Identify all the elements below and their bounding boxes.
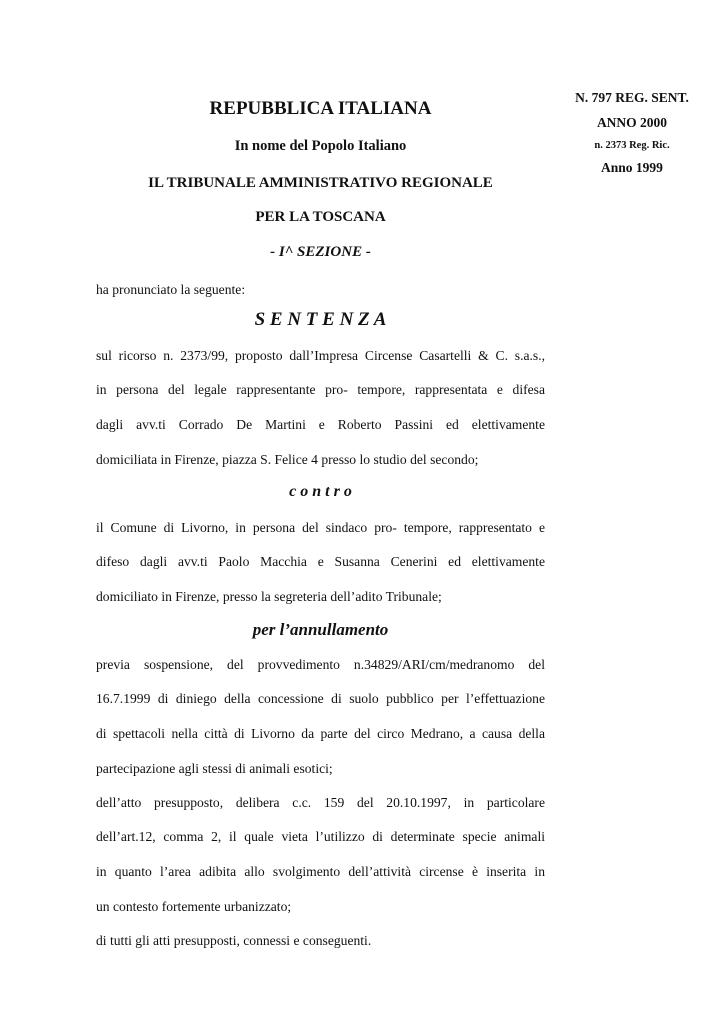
intro-text: ha pronunciato la seguente: [96, 282, 246, 297]
ricorso-line: sul ricorso n. 2373/99, proposto dall’Impresa Circense Casartelli & C. s.a.s., [96, 348, 545, 363]
annullamento-line: di tutti gli atti presupposti, connessi e conseguenti. [96, 933, 372, 948]
contro-line: difeso dagli avv.ti Paolo Macchia e Susanna Cenerini ed elettivamente [96, 554, 545, 569]
heading-contro: c o n t r o [289, 483, 352, 500]
ricorso-line: in persona del legale rappresentante pro- tempore, rappresentata e difesa [96, 382, 545, 397]
ricorso-line: dagli avv.ti Corrado De Martini e Roberto Passini ed elettivamente [96, 417, 545, 432]
ricorso-line: domiciliata in Firenze, piazza S. Felice 4 presso lo studio del secondo; [96, 452, 479, 467]
annullamento-line: dell’art.12, comma 2, il quale vieta l’utilizzo di determinate specie animali [96, 829, 545, 844]
reg-ric-number: n. 2373 Reg. Ric. [594, 140, 670, 151]
contro-line: il Comune di Livorno, in persona del sindaco pro- tempore, rappresentato e [96, 520, 545, 535]
court-section: - I^ SEZIONE - [270, 244, 371, 260]
annullamento-line: 16.7.1999 di diniego della concessione di suolo pubblico per l’effettuazione [96, 691, 545, 706]
document-title: REPUBBLICA ITALIANA [209, 98, 432, 119]
contro-line: domiciliato in Firenze, presso la segreteria dell’adito Tribunale; [96, 589, 442, 604]
document-subtitle: In nome del Popolo Italiano [234, 138, 407, 154]
heading-sentenza: S E N T E N Z A [254, 309, 387, 330]
heading-annullamento: per l’annullamento [252, 620, 389, 639]
annullamento-line: in quanto l’area adibita allo svolgimento dell’attività circense è inserita in [96, 864, 545, 879]
court-name-line2: PER LA TOSCANA [255, 209, 386, 225]
annullamento-line: di spettacoli nella città di Livorno da parte del circo Medrano, a causa della [96, 726, 545, 741]
annullamento-line: un contesto fortemente urbanizzato; [96, 899, 292, 914]
annullamento-line: previa sospensione, del provvedimento n.34829/ARI/cm/medranomo del [96, 657, 545, 672]
reg-sent-number: N. 797 REG. SENT. [575, 90, 689, 105]
court-name-line1: IL TRIBUNALE AMMINISTRATIVO REGIONALE [148, 175, 493, 191]
annullamento-line: dell’atto presupposto, delibera c.c. 159 del 20.10.1997, in particolare [96, 795, 545, 810]
reg-sent-year: ANNO 2000 [596, 115, 668, 130]
reg-ric-year: Anno 1999 [601, 160, 663, 175]
annullamento-line: partecipazione agli stessi di animali esotici; [96, 761, 333, 776]
